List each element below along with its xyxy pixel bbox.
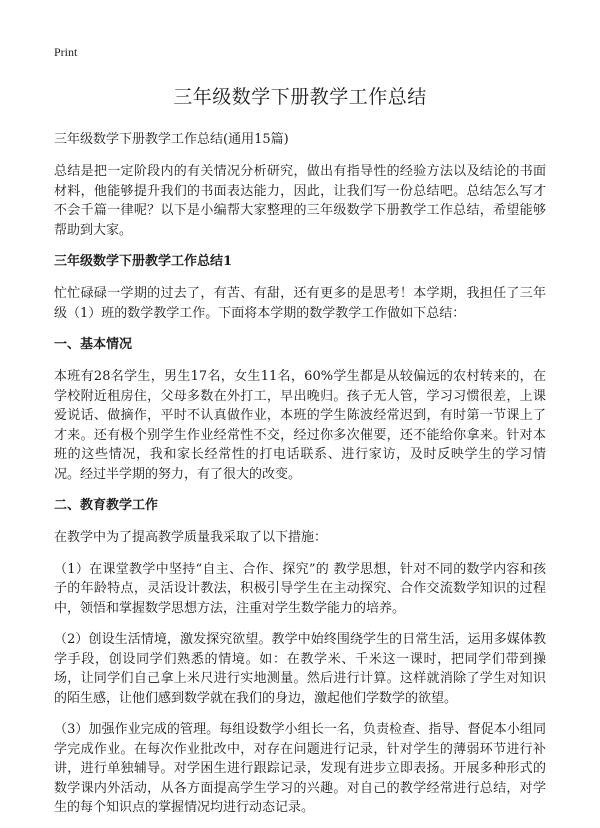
- document-subtitle: 三年级数学下册教学工作总结(通用15篇): [54, 132, 289, 147]
- measure-paragraph-1: （1）在课堂教学中坚持“自主、合作、探究”的 教学思想，针对不同的数学内容和孩子的年龄特点，灵活设计教法，积极引导学生在主动探究、合作交流数学知识的过程中，领悟和掌握数学思想方法，注重对学生数学能力的培养。: [54, 561, 546, 616]
- intro-paragraph: 总结是把一定阶段内的有关情况分析研究，做出有指导性的经验方法以及结论的书面材料，他能够提升我们的书面表达能力，因此，让我们写一份总结吧。总结怎么写才不会千篇一律呢？以下是小编帮大家整理的三年级数学下册教学工作总结，希望能够帮助到大家。: [54, 164, 546, 238]
- article-intro-paragraph: 忙忙碌碌一学期的过去了，有苦、有甜，还有更多的是思考！本学期，我担任了三年级（1）班的数学教学工作。下面将本学期的数学教学工作做如下总结：: [54, 286, 546, 321]
- document-title: 三年级数学下册教学工作总结: [173, 86, 427, 108]
- measure-paragraph-2: （2）创设生活情境，激发探究欲望。教学中始终围绕学生的日常生活，运用多媒体教学手段，创设同学们熟悉的情境。如：在教学米、千米这一课时，把同学们带到操场，让同学们自己拿上米尺进行实地测量。然后进行计算。这样就消除了学生对知识的陌生感，让他们感到数学就在我们的身边，激起他们学数学的欲望。: [54, 632, 546, 706]
- print-link[interactable]: Print: [54, 45, 78, 59]
- measure-paragraph-3: （3）加强作业完成的管理。每组设数学小组长一名，负责检查、指导、督促本小组同学完成作业。在每次作业批改中，对存在问题进行记录，针对学生的薄弱环节进行补讲，进行单独辅导。对学困生进行跟踪记录，发现有进步立即表扬。开展多种形式的数学课内外活动，从各方面提高学生学习的兴趣。对自己的教学经常进行总结，对学生的每个知识点的掌握情况均进行动态记录。: [54, 722, 546, 815]
- section-heading-teaching: 二、教育教学工作: [54, 498, 159, 513]
- section-heading-basic: 一、基本情况: [54, 337, 133, 352]
- article-heading: 三年级数学下册教学工作总结1: [54, 254, 233, 269]
- section-intro-teaching: 在教学中为了提高教学质量我采取了以下措施：: [54, 530, 328, 545]
- section-body-basic: 本班有28名学生，男生17名，女生11名，60%学生都是从较偏远的农村转来的，在学校附近租房住，父母多数在外打工，早出晚归。孩子无人管，学习习惯很差，上课爱说话、做摘作，平时不认真做作业，本班的学生陈波经常迟到，有时第一节课上了才来。还有极个别学生作业经常性不交，经过你多次催要，还不能给你拿来。针对本班的这些情况，我和家长经常性的打电话联系、进行家访，及时反映学生的学习情况。经过半学期的努力，有了很大的改变。: [54, 369, 546, 482]
